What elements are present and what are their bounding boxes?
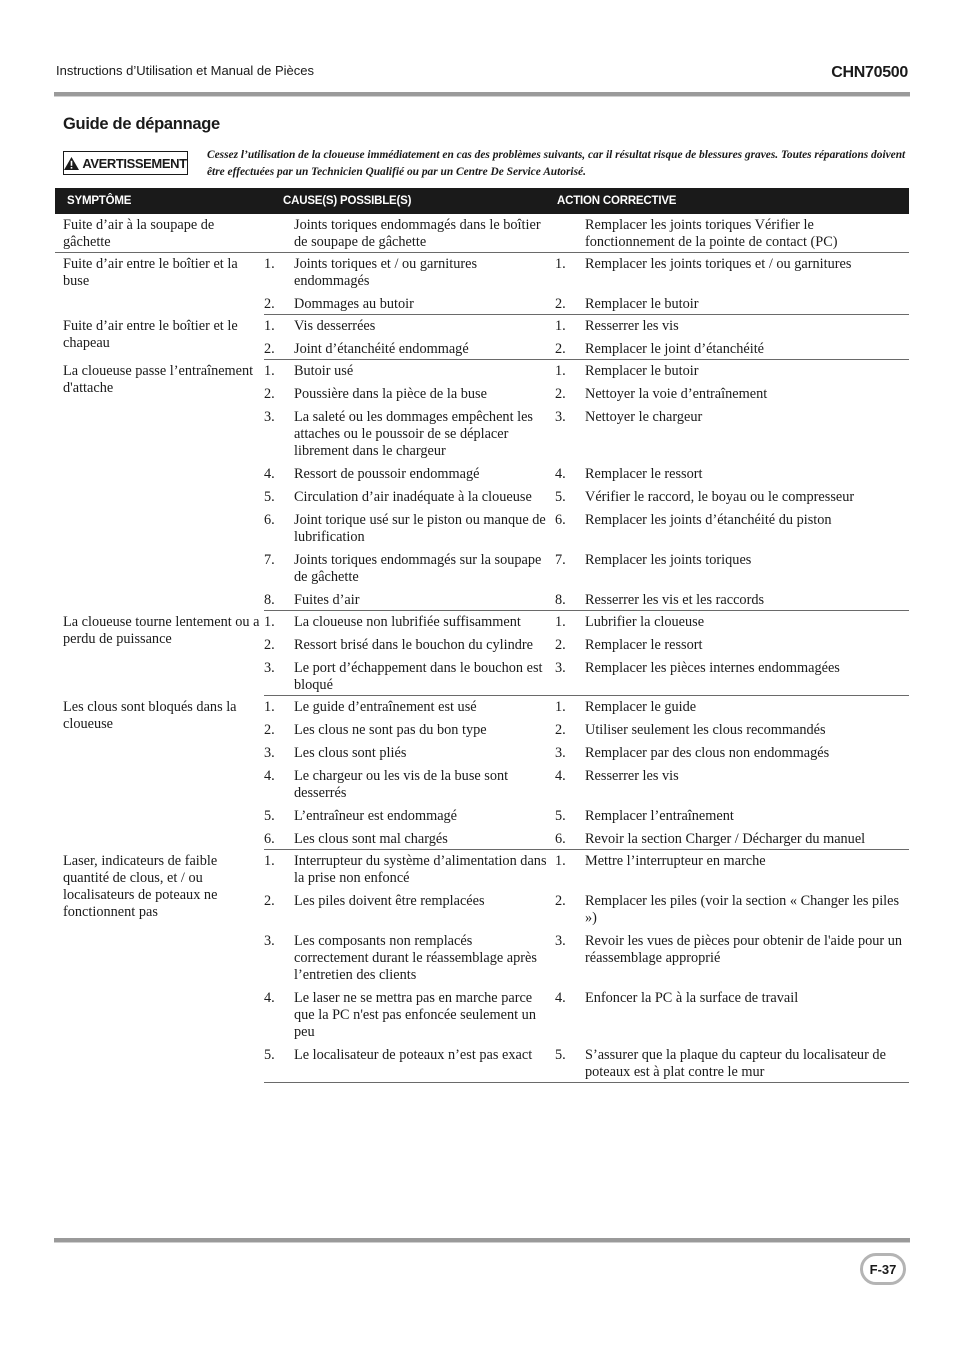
cause-cell: Joints toriques et / ou garnitures endommagés xyxy=(294,256,478,289)
document-title: Instructions d’Utilisation et Manual de Pièces xyxy=(56,63,314,78)
action-number: 1. xyxy=(555,256,566,272)
cause-number: 3. xyxy=(264,409,275,425)
action-cell: Mettre l’interrupteur en marche xyxy=(585,853,766,869)
action-cell: Enfoncer la PC à la surface de travail xyxy=(585,990,799,1006)
table-row xyxy=(55,850,909,888)
action-cell: Revoir les vues de pièces pour obtenir de l'aide pour un réassemblage approprié xyxy=(585,933,903,966)
table-row xyxy=(55,611,909,632)
cause-cell: Joints toriques endommagés dans le boîtier de soupape de gâchette xyxy=(294,214,555,253)
cause-number: 3. xyxy=(264,933,275,949)
cause-cell: Butoir usé xyxy=(294,363,354,379)
action-number: 3. xyxy=(555,745,566,761)
action-number: 2. xyxy=(555,335,585,360)
cause-number: 3. xyxy=(264,654,294,696)
cause-cell: Les clous ne sont pas du bon type xyxy=(294,722,487,738)
cause-number: 1. xyxy=(264,363,275,379)
footer-rule-shadow xyxy=(54,1242,910,1243)
page-number-badge xyxy=(860,1253,906,1285)
cause-cell: Joints toriques endommagés sur la soupape de gâchette xyxy=(294,552,542,585)
symptom-cell: Fuite d’air entre le boîtier et le chapeau xyxy=(63,317,238,351)
action-cell: Resserrer les vis xyxy=(585,318,679,334)
action-number: 4. xyxy=(555,466,566,482)
action-cell: Remplacer les piles (voir la section « Changer les piles ») xyxy=(585,893,900,926)
cause-number: 8. xyxy=(264,586,294,611)
header-rule-shadow xyxy=(54,96,910,97)
action-number: 1. xyxy=(555,699,566,715)
action-number: 3. xyxy=(555,933,566,949)
action-cell: Utiliser seulement les clous recommandés xyxy=(585,722,826,738)
cause-cell: Joint torique usé sur le piston ou manque de lubrification xyxy=(294,512,546,545)
symptom-cell: La cloueuse passe l’entraînement d'attache xyxy=(63,362,254,396)
action-cell: Remplacer le butoir xyxy=(585,290,909,315)
action-cell: Remplacer le ressort xyxy=(585,466,703,482)
cause-number: 7. xyxy=(264,552,275,568)
action-number: 1. xyxy=(555,363,566,379)
cause-cell: Circulation d’air inadéquate à la cloueuse xyxy=(294,489,532,505)
cause-cell: Poussière dans la pièce de la buse xyxy=(294,386,487,402)
cause-cell: Ressort de poussoir endommagé xyxy=(294,466,480,482)
action-number: 6. xyxy=(555,825,585,850)
section-title: Guide de dépannage xyxy=(63,115,220,133)
cause-number: 2. xyxy=(264,290,294,315)
cause-cell: Les piles doivent être remplacées xyxy=(294,893,485,909)
cause-cell: Le port d’échappement dans le bouchon est bloqué xyxy=(294,654,555,696)
action-cell: Resserrer les vis xyxy=(585,768,679,784)
action-cell: Revoir la section Charger / Décharger du manuel xyxy=(585,825,909,850)
action-cell: Remplacer l’entraînement xyxy=(585,808,734,824)
cause-cell: Les clous sont pliés xyxy=(294,745,407,761)
cause-number: 4. xyxy=(264,466,275,482)
warning-text: Cessez l’utilisation de la cloueuse immédiatement en cas des problèmes suivants, car il résultat risque de blessures graves. Toutes réparations doivent être effectuées par un Technicien Qualifié ou par un Centre De Service Autorisé. xyxy=(207,149,906,178)
model-number: CHN70500 xyxy=(831,64,908,81)
header-symptom: SYMPTÔME xyxy=(55,188,264,214)
header-action: ACTION CORRECTIVE xyxy=(555,188,909,214)
action-number: 2. xyxy=(555,386,566,402)
cause-number: 1. xyxy=(264,318,275,334)
cause-cell: La saleté ou les dommages empêchent les attaches ou le poussoir de se déplacer librement dans le chargeur xyxy=(294,409,533,459)
cause-number: 1. xyxy=(264,614,275,630)
cause-cell: Vis desserrées xyxy=(294,318,376,334)
action-number: 3. xyxy=(555,654,585,696)
cause-number: 2. xyxy=(264,637,275,653)
cause-number xyxy=(264,214,294,253)
symptom-cell: Fuite d’air entre le boîtier et la buse xyxy=(63,256,238,289)
action-number: 1. xyxy=(555,614,566,630)
table-row xyxy=(55,214,909,253)
troubleshooting-table xyxy=(55,188,909,1083)
action-number: 1. xyxy=(555,318,566,334)
cause-cell: L’entraîneur est endommagé xyxy=(294,808,458,824)
cause-cell: Les composants non remplacés correctement durant le réassemblage après l’entretien des clients xyxy=(294,933,537,983)
cause-number: 4. xyxy=(264,768,275,784)
symptom-cell: Fuite d’air à la soupape de gâchette xyxy=(55,214,264,253)
action-cell: Remplacer les pièces internes endommagées xyxy=(585,654,909,696)
table-header-row xyxy=(55,188,909,214)
cause-number: 3. xyxy=(264,745,275,761)
action-cell: Remplacer le joint d’étanchéité xyxy=(585,335,909,360)
action-number: 2. xyxy=(555,637,566,653)
cause-number: 2. xyxy=(264,335,294,360)
cause-number: 1. xyxy=(264,699,275,715)
cause-number: 6. xyxy=(264,825,294,850)
action-cell: Resserrer les vis et les raccords xyxy=(585,586,909,611)
cause-cell: Le chargeur ou les vis de la buse sont desserrés xyxy=(294,768,509,801)
cause-cell: Le laser ne se mettra pas en marche parce que la PC n'est pas enfoncée seulement un peu xyxy=(294,990,536,1040)
action-number: 5. xyxy=(555,489,566,505)
warning-label-box xyxy=(63,151,188,175)
action-cell: Lubrifier la cloueuse xyxy=(585,614,705,630)
cause-cell: Les clous sont mal chargés xyxy=(294,825,555,850)
action-cell: Vérifier le raccord, le boyau ou le compresseur xyxy=(585,489,855,505)
action-cell: S’assurer que la plaque du capteur du localisateur de poteaux est à plat contre le mur xyxy=(585,1041,909,1083)
cause-number: 5. xyxy=(264,1041,294,1083)
cause-number: 5. xyxy=(264,489,275,505)
action-cell: Nettoyer la voie d’entraînement xyxy=(585,386,768,402)
action-number: 5. xyxy=(555,1041,585,1083)
action-cell: Remplacer les joints toriques xyxy=(585,552,752,568)
action-number: 2. xyxy=(555,722,566,738)
action-cell: Nettoyer le chargeur xyxy=(585,409,703,425)
cause-cell: Le localisateur de poteaux n’est pas exact xyxy=(294,1041,555,1083)
action-number: 4. xyxy=(555,768,566,784)
action-number: 3. xyxy=(555,409,566,425)
action-number: 4. xyxy=(555,990,566,1006)
cause-number: 5. xyxy=(264,808,275,824)
cause-cell: Joint d’étanchéité endommagé xyxy=(294,335,555,360)
cause-cell: La cloueuse non lubrifiée suffisamment xyxy=(294,614,521,630)
cause-cell: Interrupteur du système d’alimentation dans la prise non enfoncé xyxy=(294,853,547,886)
table-row xyxy=(55,253,909,291)
cause-number: 1. xyxy=(264,853,275,869)
cause-number: 6. xyxy=(264,512,275,528)
action-cell: Remplacer le butoir xyxy=(585,363,699,379)
symptom-cell: Les clous sont bloqués dans la cloueuse xyxy=(63,698,237,732)
cause-number: 2. xyxy=(264,893,275,909)
cause-number: 1. xyxy=(264,256,275,272)
cause-cell: Dommages au butoir xyxy=(294,290,555,315)
cause-cell: Le guide d’entraînement est usé xyxy=(294,699,477,715)
header-causes: CAUSE(S) POSSIBLE(S) xyxy=(264,188,555,214)
warning-label: AVERTISSEMENT xyxy=(82,155,187,171)
action-number: 8. xyxy=(555,586,585,611)
cause-cell: Ressort brisé dans le bouchon du cylindre xyxy=(294,637,534,653)
table-row xyxy=(55,360,909,381)
symptom-cell: Laser, indicateurs de faible quantité de clous, et / ou localisateurs de poteaux ne fonctionnent pas xyxy=(63,852,218,920)
cause-number: 2. xyxy=(264,386,275,402)
page-number: F-37 xyxy=(869,1261,897,1277)
action-number: 7. xyxy=(555,552,566,568)
action-number: 1. xyxy=(555,853,566,869)
action-cell: Remplacer par des clous non endommagés xyxy=(585,745,830,761)
table-body xyxy=(55,214,909,1083)
action-cell: Remplacer les joints toriques et / ou garnitures xyxy=(585,256,852,272)
action-number: 5. xyxy=(555,808,566,824)
table-row xyxy=(55,315,909,336)
cause-cell: Fuites d’air xyxy=(294,586,555,611)
action-number xyxy=(555,214,585,253)
action-number: 6. xyxy=(555,512,566,528)
action-number: 2. xyxy=(555,893,566,909)
cause-number: 4. xyxy=(264,990,275,1006)
symptom-cell: La cloueuse tourne lentement ou a perdu de puissance xyxy=(63,613,260,647)
action-cell: Remplacer le ressort xyxy=(585,637,703,653)
action-cell: Remplacer les joints d’étanchéité du piston xyxy=(585,512,832,528)
cause-number: 2. xyxy=(264,722,275,738)
warning-triangle-icon xyxy=(64,157,79,170)
action-cell: Remplacer le guide xyxy=(585,699,697,715)
table-row xyxy=(55,696,909,717)
action-cell: Remplacer les joints toriques Vérifier le fonctionnement de la pointe de contact (PC) xyxy=(585,214,909,253)
action-number: 2. xyxy=(555,290,585,315)
